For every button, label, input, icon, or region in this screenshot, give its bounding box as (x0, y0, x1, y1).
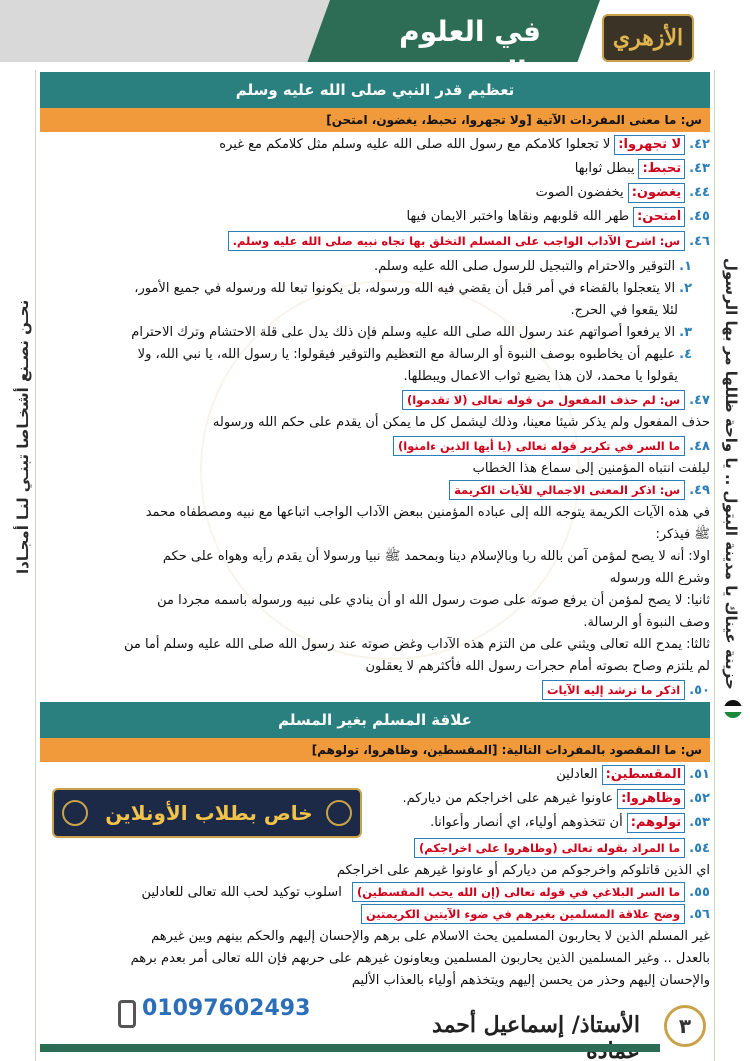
answer-49-line-6: وصف النبوة أو الرسالة. (583, 615, 710, 630)
vocab-item-45: ٤٥.امتحن:طهر الله قلوبهم ونقاها واختبر الايمان فيها (40, 206, 710, 228)
banner-ornament-right (326, 800, 352, 826)
vocab-item-52: ٥٢.وظاهروا:عاونوا غيرهم على اخراجكم من دياركم. (390, 788, 710, 810)
answer-49-line-1: في هذه الآيات الكريمة يتوجه الله إلى عباده المؤمنين ببعض الآداب الواجب اتباعها مع نبيه ومصطفاه محمد (145, 505, 710, 520)
phone-number: 01097602493 (142, 996, 311, 1021)
question-bar-vocab-1: س: ما معنى المفردات الآتية [ولا تجهروا، تحبط، يغضون، امتحن] (40, 108, 710, 132)
right-vertical-slogan: حزينة عيناك يا مدينة البتول .. يا واحة ظللها مر بها الرسول (722, 258, 740, 690)
question-56: ٥٦.وضح علاقة المسلمين بغيرهم في ضوء الآيتين الكريمتين (40, 904, 710, 926)
vocab-item-51: ٥١.المقسطين:العادلين (390, 764, 710, 786)
answer-49-line-7: ثالثا: يمدح الله تعالى ويثني على من التزم هذه الآداب وغض صوته عند رسول الله صلى الله عليه وسلم أما من (123, 637, 710, 652)
answer-46-3: ٣.الا يرفعوا أصواتهم عند رسول الله صلى الله عليه وسلم فإن ذلك يدل على قلة الاحتشام وترك الاحترام (131, 325, 692, 340)
answer-49-line-8: لم يلتزم وصاح بصوته أمام حجرات رسول الله فأكثرهم لا يعقلون (365, 659, 710, 674)
answer-56-line-2: بالعدل .. وغير المسلمين الذين يحاربون المسلمين ويعاونون غيرهم على حربهم فإن الله تعالى أمر بعدم برهم (130, 951, 710, 966)
answer-47: حذف المفعول ولم يذكر شيئا معينا، وذلك ليشمل كل ما يمكن أن يقدم على حكم الله ورسوله (212, 415, 710, 430)
header-title: في العلوم (399, 15, 541, 48)
answer-46-2: ٢.الا يتعجلوا بالقضاء في أمر قبل أن يقضي فيه الله ورسوله، بل يكونوا تبعا لله ورسوله في جميع الأمور، (134, 281, 692, 296)
answer-49-line-4: وشرع الله ورسوله (609, 571, 710, 586)
teacher-name: الأستاذ/ إسماعيل أحمد (432, 1012, 640, 1038)
banner-ornament-left (62, 800, 88, 826)
answer-49-line-3: اولا: أنه لا يصح لمؤمن آمن بالله ربا وبالإسلام دينا وبمحمد ﷺ نبيا ورسولا أن يقدم رأيه وهواه على حكم (162, 549, 710, 564)
answer-46-4-cont: يقولوا يا محمد، لان هذا يضيع ثواب الاعمال ويبطلها. (403, 369, 678, 384)
footer-bar (40, 1044, 660, 1052)
question-54: ٥٤.ما المراد بقوله تعالى (وظاهروا على اخراجكم) (40, 838, 710, 860)
question-48: ٤٨.ما السر في تكرير قوله تعالى (يا أيها الذين ءامنوا) (40, 436, 710, 458)
online-students-banner (52, 788, 362, 838)
vocab-item-53: ٥٣.تولوهم:أن تتخذوهم أولياء، اي أنصار وأعوانا. (390, 812, 710, 834)
question-55: ٥٥.ما السر البلاغي في قوله تعالى (إن الله يحب المقسطين) اسلوب توكيد لحب الله تعالى للعادلين (40, 882, 710, 904)
vocab-item-44: ٤٤.يغضون:يخفضون الصوت (40, 182, 710, 204)
question-50: ٥٠.اذكر ما ترشد إليه الآيات (40, 680, 710, 702)
palestine-flag-icon (724, 700, 742, 718)
phone-icon (118, 1000, 136, 1028)
answer-56-line-3: والإحسان إليهم وحذر من يحسن إليهم ويتخذهم أولياء بالعذاب الأليم (351, 973, 710, 988)
answer-49-line-5: ثانيا: لا يصح لمؤمن أن يرفع صوته على صوت رسول الله او أن ينادي على نبيه ورسوله باسمه مجردا من (157, 593, 710, 608)
header-grey-band (0, 0, 360, 62)
vocab-item-43: ٤٣.تحبط:يبطل ثوابها (40, 158, 710, 180)
section-title-prophet: تعظيم قدر النبي صلى الله عليه وسلم (40, 72, 710, 108)
online-banner-text: خاص بطلاب الأونلاين (105, 801, 313, 825)
left-vertical-slogan: نحـن نصـنع أشخـاصا تبنـي لنـا أمجـادا (14, 300, 32, 575)
answer-46-2-cont: لئلا يقعوا في الحرج. (570, 303, 678, 318)
answer-46-1: ١.التوقير والاحترام والتبجيل للرسول صلى الله عليه وسلم. (373, 259, 692, 274)
question-46: ٤٦.س: اشرح الآداب الواجب على المسلم التخلق بها تجاه نبيه صلى الله عليه وسلم. (40, 231, 710, 253)
azhari-logo: الأزهري (602, 14, 694, 62)
answer-46-4: ٤.عليهم أن يخاطبوه بوصف النبوة أو الرسالة مع التعظيم والتوقير فيقولوا: يا رسول الله، يا نبي الله، ولا (137, 347, 692, 362)
vocab-item-42: ٤٢.لا تجهروا:لا تجعلوا كلامكم مع رسول الله صلى الله عليه وسلم مثل كلامكم مع غيره (40, 134, 710, 156)
question-bar-vocab-2: س: ما المقصود بالمفردات التالية: [المقسطين، وظاهروا، تولوهم] (40, 738, 710, 762)
answer-56-line-1: غير المسلم الذين لا يحاربون المسلمين يحث الاسلام على برهم والإحسان إليهم والحكم بينهم وبين غيرهم (151, 929, 710, 944)
question-47: ٤٧.س: لم حذف المفعول من قوله تعالى (لا تقدموا) (40, 390, 710, 412)
answer-48: ليلفت انتباه المؤمنين إلى سماع هذا الخطاب (472, 461, 710, 476)
answer-54: اي الذين قاتلوكم واخرجوكم من دياركم أو عاونوا غيرهم على اخراجكم (336, 863, 710, 878)
question-49: ٤٩.س: اذكر المعنى الاجمالي للآيات الكريمة (40, 480, 710, 502)
page-number: ٣ (664, 1005, 706, 1047)
answer-49-line-2: ﷺ فيذكر: (655, 527, 710, 542)
section-title-non-muslim: علاقة المسلم بغير المسلم (40, 702, 710, 738)
